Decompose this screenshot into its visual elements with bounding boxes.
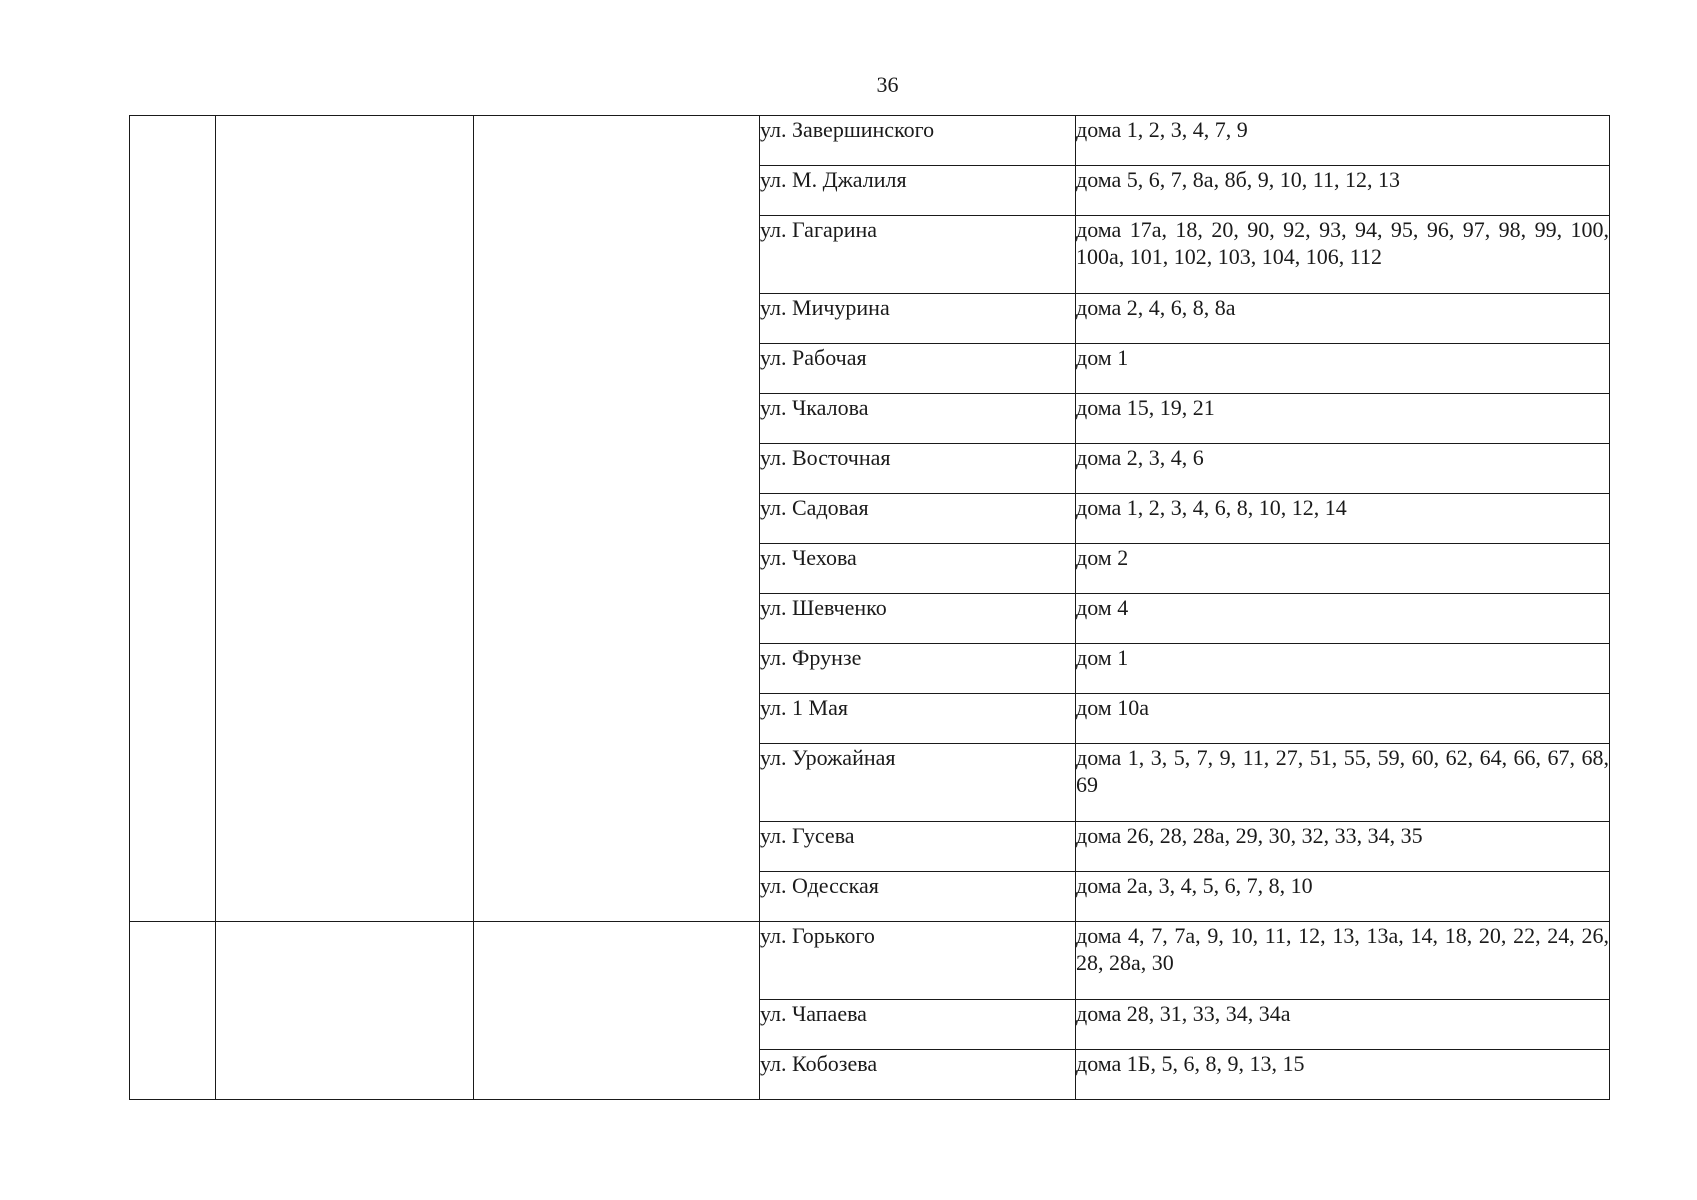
street-cell: ул. Горького bbox=[760, 922, 1076, 1000]
houses-cell: дома 1Б, 5, 6, 8, 9, 13, 15 bbox=[1076, 1050, 1610, 1100]
houses-cell: дома 2, 4, 6, 8, 8а bbox=[1076, 294, 1610, 344]
street-cell: ул. 1 Мая bbox=[760, 694, 1076, 744]
street-cell: ул. Гусева bbox=[760, 822, 1076, 872]
houses-cell: дома 1, 2, 3, 4, 7, 9 bbox=[1076, 116, 1610, 166]
street-cell: ул. Одесская bbox=[760, 872, 1076, 922]
table-row bbox=[130, 116, 1610, 166]
address-table bbox=[129, 115, 1610, 1100]
houses-cell: дом 1 bbox=[1076, 644, 1610, 694]
number-cell bbox=[130, 922, 216, 1100]
street-cell: ул. Чапаева bbox=[760, 1000, 1076, 1050]
houses-cell: дома 17а, 18, 20, 90, 92, 93, 94, 95, 96, 97, 98, 99, 100, 100а, 101, 102, 103, 104, 106, 112 bbox=[1076, 216, 1610, 294]
houses-cell: дом 2 bbox=[1076, 544, 1610, 594]
street-cell: ул. Завершинского bbox=[760, 116, 1076, 166]
street-cell: ул. Гагарина bbox=[760, 216, 1076, 294]
houses-cell: дома 2, 3, 4, 6 bbox=[1076, 444, 1610, 494]
street-cell: ул. М. Джалиля bbox=[760, 166, 1076, 216]
district-cell bbox=[216, 922, 474, 1100]
houses-cell: дома 2а, 3, 4, 5, 6, 7, 8, 10 bbox=[1076, 872, 1610, 922]
street-cell: ул. Кобозева bbox=[760, 1050, 1076, 1100]
street-cell: ул. Рабочая bbox=[760, 344, 1076, 394]
houses-cell: дома 1, 2, 3, 4, 6, 8, 10, 12, 14 bbox=[1076, 494, 1610, 544]
street-cell: ул. Урожайная bbox=[760, 744, 1076, 822]
street-cell: ул. Мичурина bbox=[760, 294, 1076, 344]
houses-cell: дома 26, 28, 28а, 29, 30, 32, 33, 34, 35 bbox=[1076, 822, 1610, 872]
houses-cell: дома 15, 19, 21 bbox=[1076, 394, 1610, 444]
street-cell: ул. Восточная bbox=[760, 444, 1076, 494]
street-cell: ул. Садовая bbox=[760, 494, 1076, 544]
street-cell: ул. Шевченко bbox=[760, 594, 1076, 644]
page-number: 36 bbox=[876, 72, 899, 97]
houses-cell: дом 4 bbox=[1076, 594, 1610, 644]
houses-cell: дома 1, 3, 5, 7, 9, 11, 27, 51, 55, 59, 60, 62, 64, 66, 67, 68, 69 bbox=[1076, 744, 1610, 822]
street-cell: ул. Чкалова bbox=[760, 394, 1076, 444]
locality-cell bbox=[474, 922, 760, 1100]
table-row bbox=[130, 922, 1610, 1000]
houses-cell: дома 28, 31, 33, 34, 34а bbox=[1076, 1000, 1610, 1050]
number-cell bbox=[130, 116, 216, 922]
houses-cell: дома 5, 6, 7, 8а, 8б, 9, 10, 11, 12, 13 bbox=[1076, 166, 1610, 216]
street-cell: ул. Фрунзе bbox=[760, 644, 1076, 694]
houses-cell: дом 10а bbox=[1076, 694, 1610, 744]
locality-cell bbox=[474, 116, 760, 922]
houses-cell: дом 1 bbox=[1076, 344, 1610, 394]
district-cell bbox=[216, 116, 474, 922]
houses-cell: дома 4, 7, 7а, 9, 10, 11, 12, 13, 13а, 14, 18, 20, 22, 24, 26, 28, 28а, 30 bbox=[1076, 922, 1610, 1000]
street-cell: ул. Чехова bbox=[760, 544, 1076, 594]
